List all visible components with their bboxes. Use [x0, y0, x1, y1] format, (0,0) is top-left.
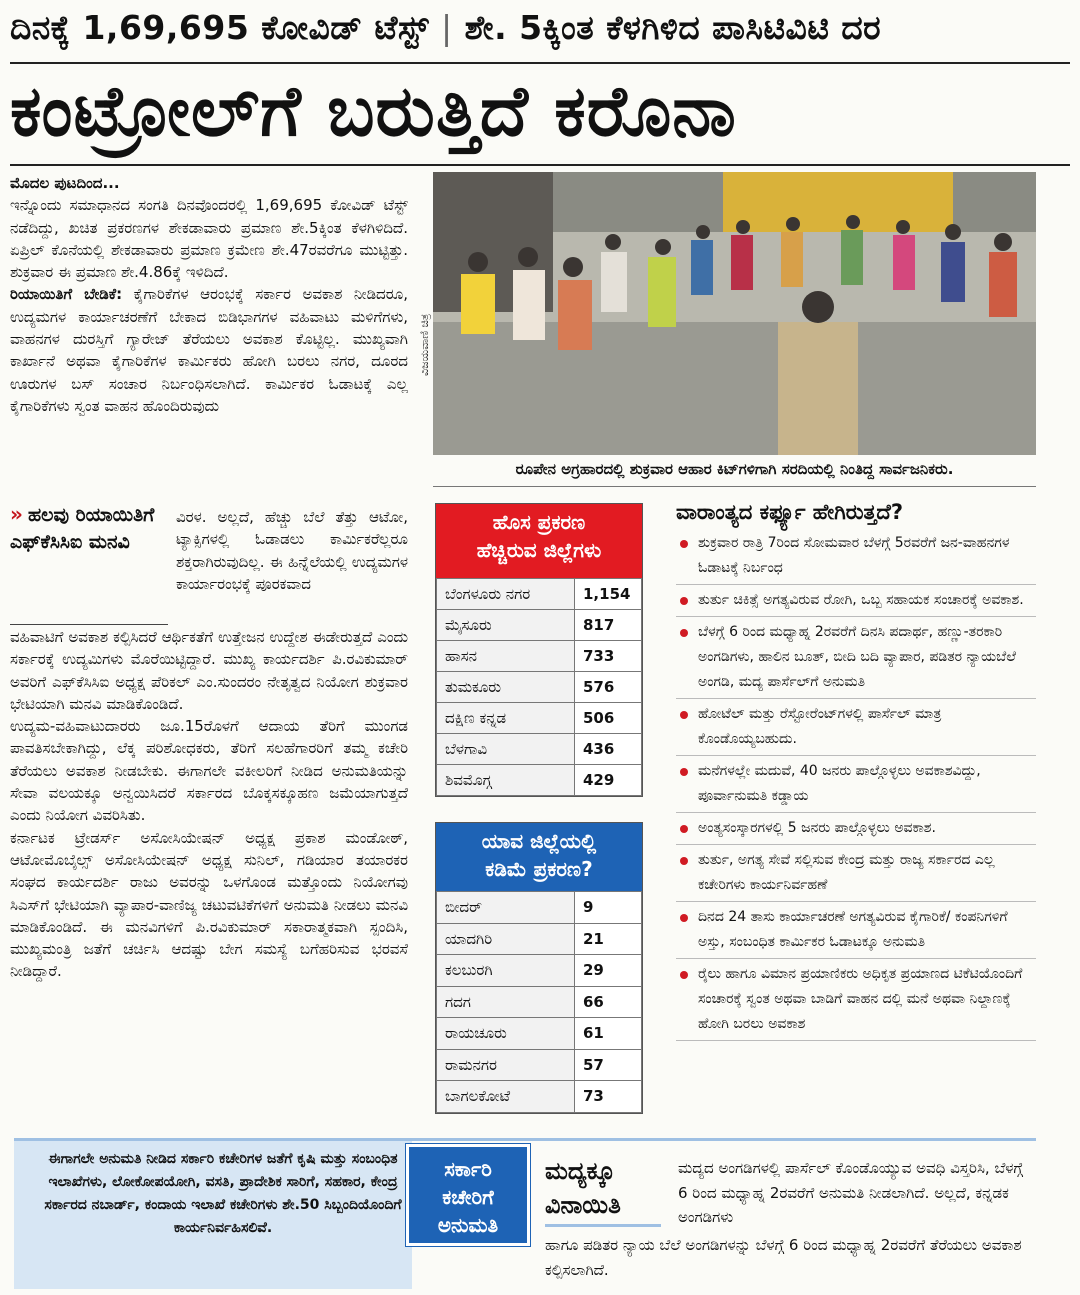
case-count: 436 — [575, 734, 642, 765]
list-item — [676, 962, 1036, 1041]
headline-rule — [10, 164, 1070, 166]
bullet-icon — [680, 540, 688, 548]
low-cases-table — [435, 822, 643, 1114]
district-name: ಮೈಸೂರು — [437, 610, 575, 641]
badge-line-2: ಕಚೇರಿಗೆ — [442, 1185, 494, 1209]
table-row — [437, 641, 642, 672]
curfew-item-text: ಶುಕ್ರವಾರ ರಾತ್ರಿ 7ರಿಂದ ಸೋಮವಾರ ಬೆಳಗ್ಗೆ 5ರವರೆಗೆ ಜನ-ವಾಹನಗಳ ಓಡಾಟಕ್ಕೆ ನಿರ್ಬಂಧ — [698, 535, 1010, 576]
case-count: 21 — [575, 923, 642, 955]
district-name: ರಾಮನಗರ — [437, 1049, 575, 1081]
high-cases-title-2: ಹೆಚ್ಚಿರುವ ಜಿಲ್ಲೆಗಳು — [476, 538, 602, 562]
case-count: 506 — [575, 703, 642, 734]
table-row — [437, 986, 642, 1018]
table-row — [437, 765, 642, 796]
table-row — [437, 734, 642, 765]
list-item — [676, 816, 1036, 845]
case-count: 57 — [575, 1049, 642, 1081]
govt-offices-text: ಈಗಾಗಲೇ ಅನುಮತಿ ನೀಡಿದ ಸರ್ಕಾರಿ ಕಚೇರಿಗಳ ಜತೆಗೆ ಕೃಷಿ ಮತ್ತು ಸಂಬಂಧಿತ ಇಲಾಖೆಗಳು, ಲೋಕೋಪಯೋಗಿ, ವಸತಿ, ಪ್ರಾದೇಶಿಕ ಸಾರಿಗೆ, ಸಹಕಾರ, ಕೇಂದ್ರ ಸರ್ಕಾರದ ನಬಾರ್ಡ್, ಕಂದಾಯ ಇಲಾಖೆ ಕಚೇರಿಗಳು ಶೇ.50 ಸಿಬ್ಬಂದಿಯೊಂದಿಗೆ ಕಾರ್ಯನಿರ್ವಹಿಸಲಿವೆ. — [44, 1151, 402, 1236]
low-cases-title-2: ಕಡಿಮೆ ಪ್ರಕರಣ? — [485, 857, 593, 881]
curfew-item-text: ತುರ್ತು, ಅಗತ್ಯ ಸೇವೆ ಸಲ್ಲಿಸುವ ಕೇಂದ್ರ ಮತ್ತು ರಾಜ್ಯ ಸರ್ಕಾರದ ಎಲ್ಲ ಕಚೇರಿಗಳು ಕಾರ್ಯನಿರ್ವಹಣೆ — [698, 852, 995, 893]
curfew-list — [676, 531, 1036, 1041]
curfew-box — [676, 500, 1036, 1044]
high-cases-header — [436, 504, 642, 578]
case-count: 817 — [575, 610, 642, 641]
paragraph-lead: ರಿಯಾಯಿತಿಗೆ ಬೇಡಿಕೆ: — [10, 285, 123, 304]
bullet-icon — [680, 971, 688, 979]
case-count: 73 — [575, 1081, 642, 1113]
low-cases-header — [436, 823, 642, 891]
article-column-bottom — [10, 626, 408, 983]
badge-line-1: ಸರ್ಕಾರಿ — [444, 1157, 492, 1181]
liquor-title — [545, 1154, 661, 1224]
kicker-left: ದಿನಕ್ಕೆ 1,69,695 ಕೋವಿಡ್ ಟೆಸ್ಟ್ — [10, 8, 430, 47]
district-name: ಬೀದರ್ — [437, 892, 575, 924]
district-name: ಗದಗ — [437, 986, 575, 1018]
district-name: ರಾಯಚೂರು — [437, 1018, 575, 1050]
article-column-top — [10, 172, 408, 417]
curfew-item-text: ಹೋಟೆಲ್ ಮತ್ತು ರೆಸ್ಟೋರೆಂಟ್‌ಗಳಲ್ಲಿ ಪಾರ್ಸೆಲ್ ಮಾತ್ರ ಕೊಂಡೊಯ್ಯಬಹುದು. — [698, 706, 942, 747]
news-photo — [433, 172, 1036, 455]
liquor-text-bottom: ಹಾಗೂ ಪಡಿತರ ನ್ಯಾಯ ಬೆಲೆ ಅಂಗಡಿಗಳನ್ನು ಬೆಳಗ್ಗೆ 6 ರಿಂದ ಮಧ್ಯಾಹ್ನ 2ರವರೆಗೆ ತೆರೆಯಲು ಅವಕಾಶ ಕಲ್ಪಿಸಲಾಗಿದೆ. — [545, 1236, 1022, 1279]
district-name: ದಕ್ಷಿಣ ಕನ್ನಡ — [437, 703, 575, 734]
liquor-title-underline — [545, 1224, 661, 1227]
kicker — [10, 8, 1070, 58]
low-cases-title-1: ಯಾವ ಜಿಲ್ಲೆಯಲ್ಲಿ — [481, 829, 597, 853]
list-item — [676, 702, 1036, 756]
list-item — [676, 620, 1036, 699]
photo-credit: ವಿಜಯವಾಣಿ ಚಿತ್ರ — [418, 313, 431, 376]
low-cases-rows — [436, 891, 642, 1113]
curfew-item-text: ದಿನದ 24 ತಾಸು ಕಾರ್ಯಾಚರಣೆ ಅಗತ್ಯವಿರುವ ಕೈಗಾರಿಕೆ/ ಕಂಪನಿಗಳಿಗೆ ಅಸ್ತು, ಸಂಬಂಧಿತ ಕಾರ್ಮಿಕರ ಓಡಾಟಕ್ಕೂ ಅನುಮತಿ — [698, 909, 1008, 950]
list-item — [676, 759, 1036, 813]
liquor-text-top: ಮದ್ಯದ ಅಂಗಡಿಗಳಲ್ಲಿ ಪಾರ್ಸೆಲ್ ಕೊಂಡೊಯ್ಯುವ ಅವಧಿ ವಿಸ್ತರಿಸಿ, ಬೆಳಗ್ಗೆ 6 ರಿಂದ ಮಧ್ಯಾಹ್ನ 2ರವರೆಗೆ ಅನುಮತಿ ನೀಡಲಾಗಿದೆ. ಅಲ್ಲದೆ, ಕನ್ನಡಕ ಅಂಗಡಿಗಳು — [678, 1159, 1024, 1226]
bullet-icon — [680, 711, 688, 719]
caption-rule — [433, 486, 1036, 487]
high-cases-rows — [436, 578, 642, 796]
case-count: 66 — [575, 986, 642, 1018]
bullet-icon — [680, 629, 688, 637]
bullet-icon — [680, 825, 688, 833]
table-row — [437, 892, 642, 924]
pullquote-rule — [10, 624, 168, 625]
list-item — [676, 588, 1036, 617]
curfew-title: ವಾರಾಂತ್ಯದ ಕರ್ಫ್ಯೂ ಹೇಗಿರುತ್ತದೆ? — [676, 500, 903, 524]
table-row — [437, 923, 642, 955]
article-paragraph-2 — [10, 283, 408, 417]
case-count: 733 — [575, 641, 642, 672]
liquor-title-2: ವಿನಾಯಿತಿ — [545, 1191, 621, 1219]
district-name: ಹಾಸನ — [437, 641, 575, 672]
table-row — [437, 672, 642, 703]
district-name: ಶಿವಮೊಗ್ಗ — [437, 765, 575, 796]
case-count: 576 — [575, 672, 642, 703]
paragraph-2-text: ಕೈಗಾರಿಕೆಗಳ ಆರಂಭಕ್ಕೆ ಸರ್ಕಾರ ಅವಕಾಶ ನೀಡಿದರೂ, ಉದ್ಯಮಗಳ ಕಾರ್ಯಾಚರಣೆಗೆ ಬೇಕಾದ ಬಿಡಿಭಾಗಗಳ ವಹಿವಾಟು ಮಳಿಗೆಗಳು, ವಾಹನಗಳ ದುರಸ್ತಿಗೆ ಗ್ಯಾರೇಜ್ ತೆರೆಯಲು ಅವಕಾಶ ಕೊಟ್ಟಿಲ್ಲ. ಮುಖ್ಯವಾಗಿ ಕಾರ್ಖಾನೆ ಅಥವಾ ಕೈಗಾರಿಕೆಗಳ ಕಾರ್ಮಿಕರು ಹೋಗಿ ಬರಲು ನಗರ, ದೂರದ ಊರುಗಳ ಬಸ್ ಸಂಚಾರ ನಿರ್ಬಂಧಿಸಲಾಗಿದೆ. ಕಾರ್ಮಿಕರ ಓಡಾಟಕ್ಕೆ ಎಲ್ಲ ಕೈಗಾರಿಕೆಗಳು ಸ್ವಂತ ವಾಹನ ಹೊಂದಿರುವುದು — [10, 285, 408, 415]
case-count: 61 — [575, 1018, 642, 1050]
table-row — [437, 1049, 642, 1081]
table-row — [437, 610, 642, 641]
header-rule — [10, 62, 1070, 64]
high-cases-title-1: ಹೊಸ ಪ್ರಕರಣ — [492, 510, 586, 534]
curfew-item-text: ಮನೆಗಳಲ್ಲೇ ಮದುವೆ, 40 ಜನರು ಪಾಲ್ಗೊಳ್ಳಲು ಅವಕಾಶವಿದ್ದು, ಪೂರ್ವಾನುಮತಿ ಕಡ್ಡಾಯ — [698, 763, 981, 804]
table-row — [437, 1081, 642, 1113]
article-wrapped-text: ವಿರಳ. ಅಲ್ಲದೆ, ಹೆಚ್ಚು ಬೆಲೆ ತೆತ್ತು ಆಟೋ, ಟ್ಯಾಕ್ಸಿಗಳಲ್ಲಿ ಓಡಾಡಲು ಕಾರ್ಮಿಕರೆಲ್ಲರೂ ಶಕ್ತರಾಗಿರುವುದಿಲ್ಲ. ಈ ಹಿನ್ನೆಲೆಯಲ್ಲಿ ಉದ್ಯಮಗಳ ಕಾರ್ಯಾರಂಭಕ್ಕೆ ಪೂರಕವಾದ — [176, 508, 408, 593]
district-name: ಬೆಂಗಳೂರು ನಗರ — [437, 579, 575, 610]
table-row — [437, 1018, 642, 1050]
high-cases-table — [435, 503, 643, 797]
district-name: ಯಾದಗಿರಿ — [437, 923, 575, 955]
kicker-right: ಶೇ. 5ಕ್ಕಿಂತ ಕೆಳಗಿಳಿದ ಪಾಸಿಟಿವಿಟಿ ದರ — [464, 8, 882, 47]
headline: ಕಂಟ್ರೋಲ್‌ಗೆ ಬರುತ್ತಿದೆ ಕರೊನಾ — [10, 70, 737, 152]
bullet-icon — [680, 768, 688, 776]
table-row — [437, 579, 642, 610]
bullet-icon — [680, 597, 688, 605]
article-paragraph-1: ಇನ್ನೊಂದು ಸಮಾಧಾನದ ಸಂಗತಿ ದಿನವೊಂದರಲ್ಲಿ 1,69,695 ಕೋವಿಡ್ ಟೆಸ್ಟ್ ನಡೆದಿದ್ದು, ಖಚಿತ ಪ್ರಕರಣಗಳ ಶೇಕಡಾವಾರು ಪ್ರಮಾಣ ಶೇ.5ಕ್ಕಿಂತ ಕೆಳಗಿಳಿದಿದೆ. ಏಪ್ರಿಲ್ ಕೊನೆಯಲ್ಲಿ ಶೇಕಡಾವಾರು ಪ್ರಮಾಣ ಕ್ರಮೇಣ ಶೇ.47ರವರೆಗೂ ಮುಟ್ಟಿತ್ತು. ಶುಕ್ರವಾರ ಈ ಪ್ರಮಾಣ ಶೇ.4.86ಕ್ಕೆ ಇಳಿದಿದೆ. — [10, 196, 408, 282]
case-count: 429 — [575, 765, 642, 796]
liquor-title-1: ಮದ್ಯಕ್ಕೂ — [545, 1157, 616, 1185]
bullet-icon — [680, 857, 688, 865]
pullquote-text: ಹಲವು ರಿಯಾಯಿತಿಗೆ ಎಫ್‌ಕೆಸಿಸಿಐ ಮನವಿ — [10, 504, 155, 553]
district-name: ಕಲಬುರಗಿ — [437, 955, 575, 987]
bullet-icon — [680, 914, 688, 922]
case-count: 9 — [575, 892, 642, 924]
case-count: 1,154 — [575, 579, 642, 610]
govt-offices-badge — [406, 1144, 530, 1246]
district-name: ಬಾಗಲಕೋಟೆ — [437, 1081, 575, 1113]
curfew-item-text: ಅಂತ್ಯಸಂಸ್ಕಾರಗಳಲ್ಲಿ 5 ಜನರು ಪಾಲ್ಗೊಳ್ಳಲು ಅವಕಾಶ. — [698, 820, 936, 836]
article-paragraph-2-rest: ವಹಿವಾಟಿಗೆ ಅವಕಾಶ ಕಲ್ಪಿಸಿದರೆ ಆರ್ಥಿಕತೆಗೆ ಉತ್ತೇಜನ ಉದ್ದೇಶ ಈಡೇರುತ್ತದೆ ಎಂದು ಸರ್ಕಾರಕ್ಕೆ ಉದ್ಯಮಿಗಳು ಮೊರೆಯಿಟ್ಟಿದ್ದಾರೆ. ಮುಖ್ಯ ಕಾರ್ಯದರ್ಶಿ ಪಿ.ರವಿಕುಮಾರ್ ಅವರಿಗೆ ಎಫ್‌ಕೆಸಿಸಿಐ ಅಧ್ಯಕ್ಷ ಪೆರಿಕಲ್ ಎಂ.ಸುಂದರಂ ನೇತೃತ್ವದ ನಿಯೋಗ ಶುಕ್ರವಾರ ಭೇಟಿಯಾಗಿ ಮನವಿ ಮಾಡಿಕೊಂಡಿದೆ. — [10, 628, 408, 713]
list-item — [676, 905, 1036, 959]
curfew-item-text: ಬೆಳಗ್ಗೆ 6 ರಿಂದ ಮಧ್ಯಾಹ್ನ 2ರವರೆಗೆ ದಿನಸಿ ಪದಾರ್ಥ, ಹಣ್ಣು-ತರಕಾರಿ ಅಂಗಡಿಗಳು, ಹಾಲಿನ ಬೂತ್, ಬೀದಿ ಬದಿ ವ್ಯಾಪಾರ, ಪಡಿತರ ನ್ಯಾಯಬೆಲೆ ಅಂಗಡಿ, ಮದ್ಯ ಪಾರ್ಸೆಲ್‌ಗೆ ಅನುಮತಿ — [698, 624, 1016, 690]
case-count: 29 — [575, 955, 642, 987]
curfew-item-text: ರೈಲು ಹಾಗೂ ವಿಮಾನ ಪ್ರಯಾಣಿಕರು ಅಧಿಕೃತ ಪ್ರಯಾಣದ ಟಿಕೆಟಿಯೊಂದಿಗೆ ಸಂಚಾರಕ್ಕೆ ಸ್ವಂತ ಅಥವಾ ಬಾಡಿಗೆ ವಾಹನ ದಲ್ಲಿ ಮನೆ ಅಥವಾ ನಿಲ್ದಾಣಕ್ಕೆ ಹೋಗಿ ಬರಲು ಅವಕಾಶ — [698, 966, 1023, 1032]
district-name: ತುಮಕೂರು — [437, 672, 575, 703]
queue-photo-illustration — [433, 172, 1036, 455]
kicker-separator: | — [441, 8, 453, 47]
article-paragraph-4: ಕರ್ನಾಟಕ ಟ್ರೇಡರ್ಸ್ ಅಸೋಸಿಯೇಷನ್ ಅಧ್ಯಕ್ಷ ಪ್ರಕಾಶ ಮಂಡೋಠ್, ಆಟೋಮೊಬೈಲ್ಸ್ ಅಸೋಸಿಯೇಷನ್ ಅಧ್ಯಕ್ಷ ಸುನಿಲ್, ಗಡಿಯಾರ ತಯಾರಕರ ಸಂಘದ ಕಾರ್ಯದರ್ಶಿ ರಾಜು ಅವರನ್ನು ಒಳಗೊಂಡ ಮತ್ತೊಂದು ನಿಯೋಗವು ಸಿಎಸ್‌ಗೆ ಭೇಟಿಯಾಗಿ ವ್ಯಾಪಾರ-ವಾಣಿಜ್ಯ ಚಟುವಟಿಕೆಗಳಿಗೆ ಅನುಮತಿ ನೀಡಲು ಮನವಿ ಮಾಡಿಕೊಂಡಿದೆ. ಈ ಮನವಿಗಳಿಗೆ ಪಿ.ರವಿಕುಮಾರ್ ಸಕಾರಾತ್ಮಕವಾಗಿ ಸ್ಪಂದಿಸಿ, ಮುಖ್ಯಮಂತ್ರಿ ಜತೆಗೆ ಚರ್ಚಿಸಿ ಆದಷ್ಟು ಬೇಗ ಸಮಸ್ಯೆ ಬಗೆಹರಿಸುವ ಭರವಸೆ ನೀಡಿದ್ದಾರೆ. — [10, 828, 408, 981]
continued-label: ಮೊದಲ ಪುಟದಿಂದ... — [10, 174, 120, 192]
pullquote — [10, 502, 168, 620]
list-item — [676, 531, 1036, 585]
badge-line-3: ಅನುಮತಿ — [437, 1213, 499, 1237]
curfew-item-text: ತುರ್ತು ಚಿಕಿತ್ಸೆ ಅಗತ್ಯವಿರುವ ರೋಗಿ, ಒಬ್ಬ ಸಹಾಯಕ ಸಂಚಾರಕ್ಕೆ ಅವಕಾಶ. — [698, 592, 1024, 608]
table-row — [437, 703, 642, 734]
article-paragraph-3: ಉದ್ಯಮ-ವಹಿವಾಟುದಾರರು ಜೂ.15ರೊಳಗೆ ಆದಾಯ ತೆರಿಗೆ ಮುಂಗಡ ಪಾವತಿಸಬೇಕಾಗಿದ್ದು, ಲೆಕ್ಕ ಪರಿಶೋಧಕರು, ತೆರಿಗೆ ಸಲಹೆಗಾರರಿಗೆ ತಮ್ಮ ಕಚೇರಿ ತೆರೆಯಲು ಅವಕಾಶ ನೀಡಬೇಕು. ಈಗಾಗಲೇ ವಕೀಲರಿಗೆ ನೀಡಿದ ಅನುಮತಿಯನ್ನು ಸೇವಾ ವಲಯಕ್ಕೂ ಅನ್ವಯಿಸಿದರೆ ಸರ್ಕಾರದ ಬೊಕ್ಕಸಕ್ಕೂಹಣ ಜಮೆಯಾಗುತ್ತದೆ ಎಂದು ನಿಯೋಗ ವಿವರಿಸಿತು. — [10, 717, 408, 825]
list-item — [676, 848, 1036, 902]
table-row — [437, 955, 642, 987]
district-name: ಬೆಳಗಾವಿ — [437, 734, 575, 765]
photo-caption: ರೂಪೇನ ಅಗ್ರಹಾರದಲ್ಲಿ ಶುಕ್ರವಾರ ಆಹಾರ ಕಿಟ್‌ಗಳಿಗಾಗಿ ಸರದಿಯಲ್ಲಿ ನಿಂತಿದ್ದ ಸಾರ್ವಜನಿಕರು. — [515, 460, 954, 478]
pullquote-arrow-icon: » — [10, 502, 23, 526]
